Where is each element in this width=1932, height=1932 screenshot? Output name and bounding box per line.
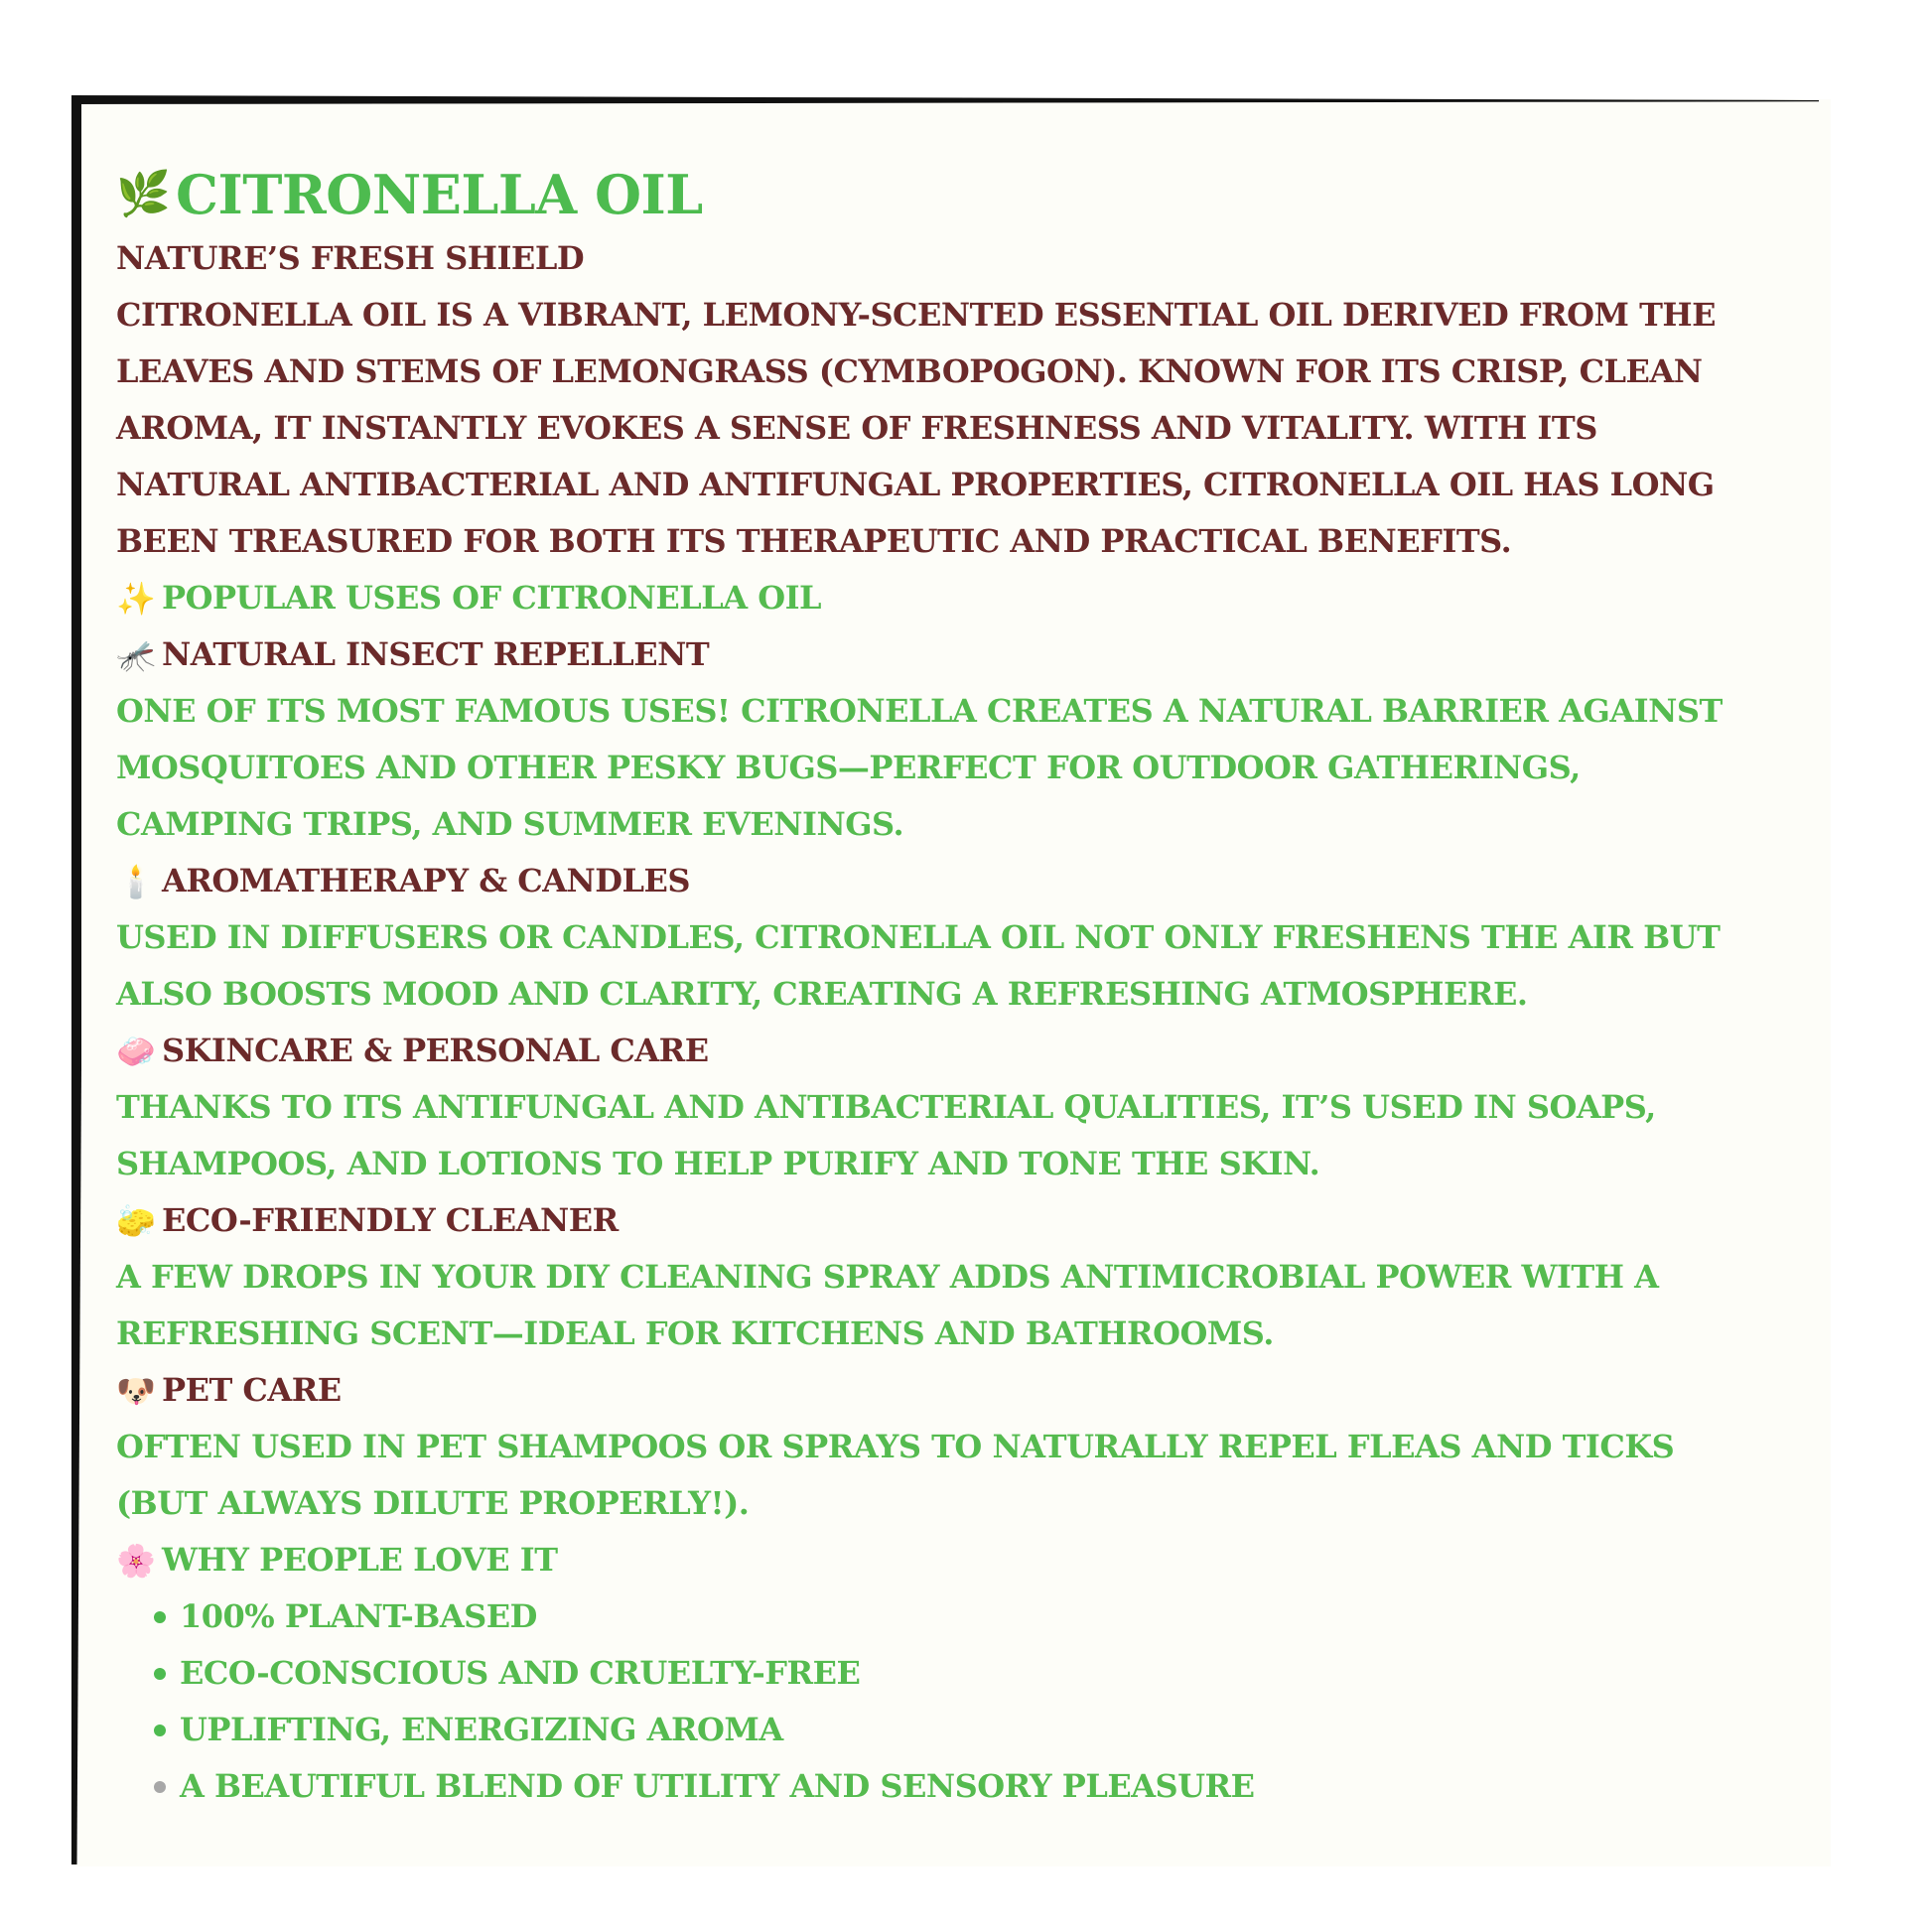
use-heading-text: NATURAL INSECT REPELLENT — [162, 635, 710, 673]
use-heading — [116, 626, 1824, 683]
bullet-dot — [154, 1611, 166, 1623]
use-heading — [116, 853, 1824, 909]
list-item — [116, 1588, 1824, 1645]
use-heading-text: PET CARE — [162, 1371, 342, 1409]
list-item-text: A BEAUTIFUL BLEND OF UTILITY AND SENSORY PLEASURE — [180, 1767, 1255, 1805]
list-item-text: UPLIFTING, ENERGIZING AROMA — [180, 1711, 783, 1748]
herb-icon: 🌿 — [116, 169, 171, 219]
intro-line: AROMA, IT INSTANTLY EVOKES A SENSE OF FRESHNESS AND VITALITY. WITH ITS — [116, 409, 1597, 447]
list-item — [116, 1645, 1824, 1702]
use-heading — [116, 1192, 1824, 1249]
candle-icon: 🕯️ — [116, 862, 156, 900]
use-heading — [116, 1362, 1824, 1419]
use-heading-text: ECO-FRIENDLY CLEANER — [162, 1201, 619, 1239]
use-heading-text: SKINCARE & PERSONAL CARE — [162, 1032, 709, 1069]
use-description-line: REFRESHING SCENT—IDEAL FOR KITCHENS AND BATHROOMS. — [116, 1314, 1274, 1352]
use-description-line: CAMPING TRIPS, AND SUMMER EVENINGS. — [116, 805, 904, 843]
use-heading-text: AROMATHERAPY & CANDLES — [162, 862, 691, 899]
list-item-text: 100% PLANT-BASED — [180, 1597, 537, 1635]
sparkles-icon: ✨ — [116, 579, 156, 618]
soap-icon: 🧼 — [116, 1032, 156, 1070]
uses-heading — [116, 570, 1824, 626]
list-item-text: ECO-CONSCIOUS AND CRUELTY-FREE — [180, 1654, 861, 1692]
page-title-text: CITRONELLA OIL — [176, 163, 703, 226]
cherry-blossom-icon: 🌸 — [116, 1541, 156, 1580]
intro-line: CITRONELLA OIL IS A VIBRANT, LEMONY-SCENTED ESSENTIAL OIL DERIVED FROM THE — [116, 296, 1717, 334]
love-heading-text: WHY PEOPLE LOVE IT — [162, 1541, 558, 1579]
use-description-line: SHAMPOOS, AND LOTIONS TO HELP PURIFY AND TONE THE SKIN. — [116, 1145, 1320, 1182]
list-item — [116, 1758, 1824, 1815]
uses-heading-text: POPULAR USES OF CITRONELLA OIL — [162, 579, 822, 617]
use-description-line: ALSO BOOSTS MOOD AND CLARITY, CREATING A REFRESHING ATMOSPHERE. — [116, 975, 1528, 1013]
intro-line: LEAVES AND STEMS OF LEMONGRASS (CYMBOPOGON). KNOWN FOR ITS CRISP, CLEAN — [116, 352, 1703, 390]
bullet-dot — [154, 1725, 166, 1736]
article — [116, 159, 1824, 1815]
dog-face-icon: 🐶 — [116, 1371, 156, 1410]
use-description-line: MOSQUITOES AND OTHER PESKY BUGS—PERFECT FOR OUTDOOR GATHERINGS, — [116, 749, 1581, 786]
use-description-line: (BUT ALWAYS DILUTE PROPERLY!). — [116, 1484, 750, 1522]
sponge-icon: 🧽 — [116, 1201, 156, 1240]
bullet-dot — [154, 1668, 166, 1680]
love-heading — [116, 1532, 1824, 1588]
list-item — [116, 1702, 1824, 1758]
use-heading — [116, 1023, 1824, 1079]
mosquito-icon: 🦟 — [116, 635, 156, 674]
use-description-line: USED IN DIFFUSERS OR CANDLES, CITRONELLA OIL NOT ONLY FRESHENS THE AIR BUT — [116, 918, 1721, 956]
intro-line: BEEN TREASURED FOR BOTH ITS THERAPEUTIC AND PRACTICAL BENEFITS. — [116, 522, 1512, 560]
bullet-dot — [154, 1781, 166, 1793]
subtitle: NATURE’S FRESH SHIELD — [116, 239, 585, 277]
use-description-line: OFTEN USED IN PET SHAMPOOS OR SPRAYS TO NATURALLY REPEL FLEAS AND TICKS — [116, 1428, 1675, 1465]
use-description-line: A FEW DROPS IN YOUR DIY CLEANING SPRAY ADDS ANTIMICROBIAL POWER WITH A — [116, 1258, 1659, 1296]
page-title — [116, 159, 1824, 230]
use-description-line: ONE OF ITS MOST FAMOUS USES! CITRONELLA CREATES A NATURAL BARRIER AGAINST — [116, 692, 1723, 730]
use-description-line: THANKS TO ITS ANTIFUNGAL AND ANTIBACTERIAL QUALITIES, IT’S USED IN SOAPS, — [116, 1088, 1656, 1126]
intro-line: NATURAL ANTIBACTERIAL AND ANTIFUNGAL PROPERTIES, CITRONELLA OIL HAS LONG — [116, 466, 1715, 503]
